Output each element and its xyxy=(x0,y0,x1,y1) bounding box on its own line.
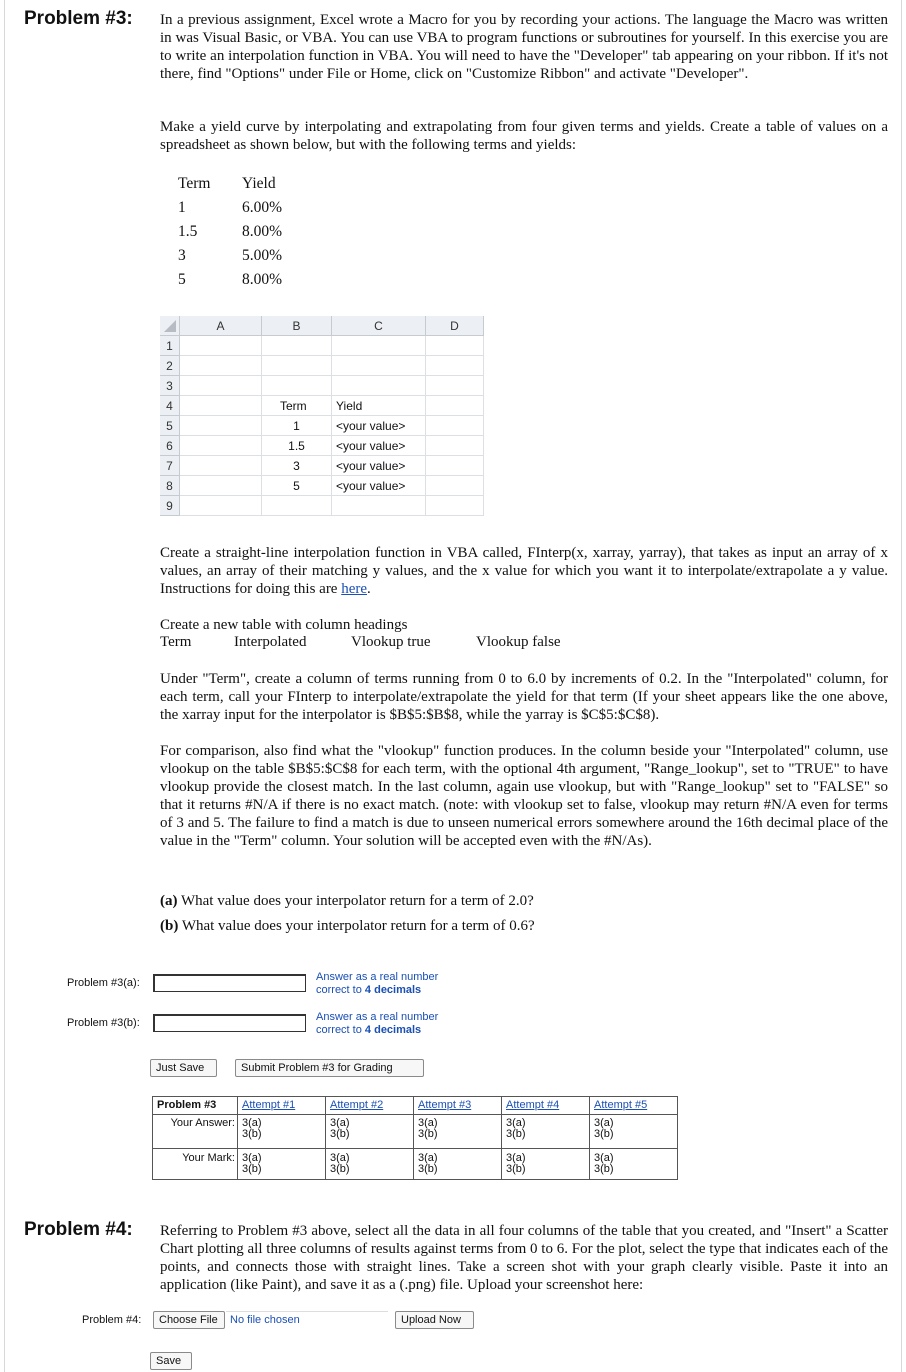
attempt-2-link[interactable]: Attempt #2 xyxy=(330,1099,384,1111)
cell-d5 xyxy=(426,416,484,436)
terms-header-term: Term xyxy=(178,175,211,192)
attempt-answer-a: 3(a) xyxy=(418,1117,438,1129)
answer-b-label: Problem #3(b): xyxy=(67,1017,140,1029)
new-table-line: Create a new table with column headings xyxy=(160,617,408,633)
row-header-8: 8 xyxy=(160,476,180,496)
cell-b9 xyxy=(262,496,332,516)
row-header-3: 3 xyxy=(160,376,180,396)
cell-b2 xyxy=(262,356,332,376)
cell-a7 xyxy=(180,456,262,476)
cell-d3 xyxy=(426,376,484,396)
yield-cell: 8.00% xyxy=(242,271,283,288)
attempt-answer-a: 3(a) xyxy=(506,1117,526,1129)
answer-a-input[interactable] xyxy=(153,974,306,992)
attempt-answer-b: 3(b) xyxy=(506,1128,526,1140)
here-link[interactable]: here xyxy=(341,581,368,597)
attempt-1-link[interactable]: Attempt #1 xyxy=(242,1099,296,1111)
row-header-6: 6 xyxy=(160,436,180,456)
hint-decimals: 4 decimals xyxy=(364,1024,422,1036)
question-b-label: (b) xyxy=(160,918,179,934)
attempt-mark-b: 3(b) xyxy=(594,1163,614,1175)
cell-a4 xyxy=(180,396,262,416)
cell-d4 xyxy=(426,396,484,416)
your-mark-label: Your Mark: xyxy=(182,1152,235,1164)
hint-line-1: Answer as a real number xyxy=(316,971,439,983)
corner-triangle-icon xyxy=(164,320,176,332)
cell-a6 xyxy=(180,436,262,456)
cell-d8 xyxy=(426,476,484,496)
attempt-mark-a: 3(a) xyxy=(242,1152,262,1164)
cell-b3 xyxy=(262,376,332,396)
cell-c3 xyxy=(332,376,426,396)
cell-d6 xyxy=(426,436,484,456)
attempt-answer-a: 3(a) xyxy=(242,1117,262,1129)
answer-a-hint xyxy=(316,971,438,997)
cell-d2 xyxy=(426,356,484,376)
column-header-d: D xyxy=(426,316,484,336)
yield-curve-instructions: Make a yield curve by interpolating and extrapolating from four given terms and yields. Create a table of values on a spreadsheet as shown below, but with the following terms and yields: xyxy=(160,119,888,153)
upload-now-button[interactable]: Upload Now xyxy=(395,1311,474,1329)
heading-term: Term xyxy=(160,634,192,650)
attempts-problem-label: Problem #3 xyxy=(157,1099,217,1111)
cell-c4: Yield xyxy=(332,396,426,416)
spreadsheet-example xyxy=(160,316,484,518)
heading-interpolated: Interpolated xyxy=(234,634,307,650)
row-header-5: 5 xyxy=(160,416,180,436)
attempt-answer-a: 3(a) xyxy=(594,1117,614,1129)
save-button[interactable]: Save xyxy=(150,1352,192,1370)
cell-d9 xyxy=(426,496,484,516)
cell-a1 xyxy=(180,336,262,356)
term-cell: 5 xyxy=(178,271,186,288)
hint-line-2: correct to xyxy=(316,984,362,996)
attempt-answer-b: 3(b) xyxy=(242,1128,262,1140)
row-header-2: 2 xyxy=(160,356,180,376)
term-cell: 1.5 xyxy=(178,223,198,240)
attempt-mark-b: 3(b) xyxy=(242,1163,262,1175)
cell-a3 xyxy=(180,376,262,396)
cell-c2 xyxy=(332,356,426,376)
heading-vlookup-true: Vlookup true xyxy=(351,634,431,650)
attempt-answer-b: 3(b) xyxy=(594,1128,614,1140)
attempt-mark-a: 3(a) xyxy=(330,1152,350,1164)
attempts-table xyxy=(152,1096,678,1180)
yield-cell: 5.00% xyxy=(242,247,283,264)
submit-problem-3-button[interactable]: Submit Problem #3 for Grading xyxy=(235,1059,424,1077)
hint-line-1: Answer as a real number xyxy=(316,1011,439,1023)
attempt-3-link[interactable]: Attempt #3 xyxy=(418,1099,472,1111)
attempt-mark-b: 3(b) xyxy=(418,1163,438,1175)
answer-b-input[interactable] xyxy=(153,1014,306,1032)
cell-a8 xyxy=(180,476,262,496)
yield-cell: 6.00% xyxy=(242,199,283,216)
cell-b7: 3 xyxy=(262,456,332,476)
interp-text: Create a straight-line interpolation function in VBA called, FInterp(x, xarray, yarray), that takes as input an array of x values, an array of their matching y values, and the x value for which you want it to interpolate/extrapolate a y value. Instructions for doing this are xyxy=(160,545,888,597)
attempt-answer-a: 3(a) xyxy=(330,1117,350,1129)
question-a-label: (a) xyxy=(160,893,178,909)
cell-c6: <your value> xyxy=(332,436,426,456)
cell-a9 xyxy=(180,496,262,516)
cell-c1 xyxy=(332,336,426,356)
cell-c7: <your value> xyxy=(332,456,426,476)
attempt-answer-b: 3(b) xyxy=(330,1128,350,1140)
problem-3-intro: In a previous assignment, Excel wrote a Macro for you by recording your actions. The language the Macro was written in was Visual Basic, or VBA. You can use VBA to program functions or subroutines for yourself. In this exercise you are to write an interpolation function in VBA. You will need to have the "Developer" tab appearing on your ribbon. If it's not there, find "Options" under File or Home, click on "Customize Ribbon" and activate "Developer". xyxy=(160,12,888,82)
cell-c5: <your value> xyxy=(332,416,426,436)
cell-c9 xyxy=(332,496,426,516)
heading-vlookup-false: Vlookup false xyxy=(476,634,561,650)
attempt-answer-b: 3(b) xyxy=(418,1128,438,1140)
term-cell: 3 xyxy=(178,247,186,264)
row-header-4: 4 xyxy=(160,396,180,416)
attempt-mark-a: 3(a) xyxy=(594,1152,614,1164)
cell-d1 xyxy=(426,336,484,356)
column-header-a: A xyxy=(180,316,262,336)
attempt-mark-b: 3(b) xyxy=(330,1163,350,1175)
question-b-text: What value does your interpolator return for a term of 0.6? xyxy=(181,918,535,934)
question-a-text: What value does your interpolator return for a term of 2.0? xyxy=(180,893,534,909)
no-file-chosen-text: No file chosen xyxy=(230,1314,300,1326)
answer-a-label: Problem #3(a): xyxy=(67,977,140,989)
vlookup-comparison: For comparison, also find what the "vlookup" function produces. In the column beside your "Interpolated" column, use vlookup on the table $B$5:$C$8 for each term, with the optional 4th argument, "Range_lookup", set to "TRUE" to have vlookup provide the closest match. In the last column, again use vlookup, but with "Range_lookup" set to "FALSE" so that it returns #N/A if there is no exact match. (note: with vlookup set to false, vlookup may return #N/A even for terms of 3 and 5. The failure to find a match is due to unseen numerical errors somewhere around the 16th decimal place of the value in the "Term" column. Your solution will be accepted even with the #N/As). xyxy=(160,743,888,849)
period: . xyxy=(367,581,371,597)
cell-a2 xyxy=(180,356,262,376)
term-cell: 1 xyxy=(178,199,186,216)
problem-4-heading: Problem #4: xyxy=(24,1219,133,1240)
attempt-mark-a: 3(a) xyxy=(506,1152,526,1164)
interp-instructions xyxy=(160,544,888,598)
cell-d7 xyxy=(426,456,484,476)
hint-decimals: 4 decimals xyxy=(364,984,422,996)
answer-b-hint xyxy=(316,1011,438,1037)
your-answer-label: Your Answer: xyxy=(170,1117,235,1129)
terms-header-yield: Yield xyxy=(242,175,276,192)
question-a xyxy=(160,893,534,910)
cell-b8: 5 xyxy=(262,476,332,496)
select-all-corner xyxy=(160,316,180,336)
cell-b4: Term xyxy=(262,396,332,416)
column-header-c: C xyxy=(332,316,426,336)
cell-b6: 1.5 xyxy=(262,436,332,456)
attempt-5-link[interactable]: Attempt #5 xyxy=(594,1099,648,1111)
cell-c8: <your value> xyxy=(332,476,426,496)
problem-4-text: Referring to Problem #3 above, select all the data in all four columns of the table that you created, and "Insert" a Scatter Chart plotting all three columns of results against terms from 0 to 6. For the plot, select the type that indicates each of the points, and connects those with straight lines. Take a screen shot with your graph clearly visible. Paste it into an application (like Paint), and save it as a (.png) file. Upload your screenshot here: xyxy=(160,1223,888,1293)
row-header-1: 1 xyxy=(160,336,180,356)
attempt-mark-b: 3(b) xyxy=(506,1163,526,1175)
choose-file-button[interactable]: Choose File xyxy=(153,1311,225,1329)
yield-cell: 8.00% xyxy=(242,223,283,240)
attempt-mark-a: 3(a) xyxy=(418,1152,438,1164)
hint-line-2: correct to xyxy=(316,1024,362,1036)
row-header-9: 9 xyxy=(160,496,180,516)
cell-b5: 1 xyxy=(262,416,332,436)
problem-4-label: Problem #4: xyxy=(82,1314,142,1326)
question-b xyxy=(160,918,535,935)
file-input-box[interactable] xyxy=(226,1311,388,1329)
cell-a5 xyxy=(180,416,262,436)
cell-b1 xyxy=(262,336,332,356)
under-term-instructions: Under "Term", create a column of terms running from 0 to 6.0 by increments of 0.2. In the "Interpolated" column, for each term, call your FInterp to interpolate/extrapolate the yield for that term (If your sheet appears like the one above, the xarray input for the interpolator is $B$5:$B$8, while the yarray is $C$5:$C$8). xyxy=(160,671,888,723)
problem-3-heading: Problem #3: xyxy=(24,8,133,29)
just-save-button[interactable]: Just Save xyxy=(150,1059,217,1077)
attempt-4-link[interactable]: Attempt #4 xyxy=(506,1099,560,1111)
column-header-b: B xyxy=(262,316,332,336)
row-header-7: 7 xyxy=(160,456,180,476)
